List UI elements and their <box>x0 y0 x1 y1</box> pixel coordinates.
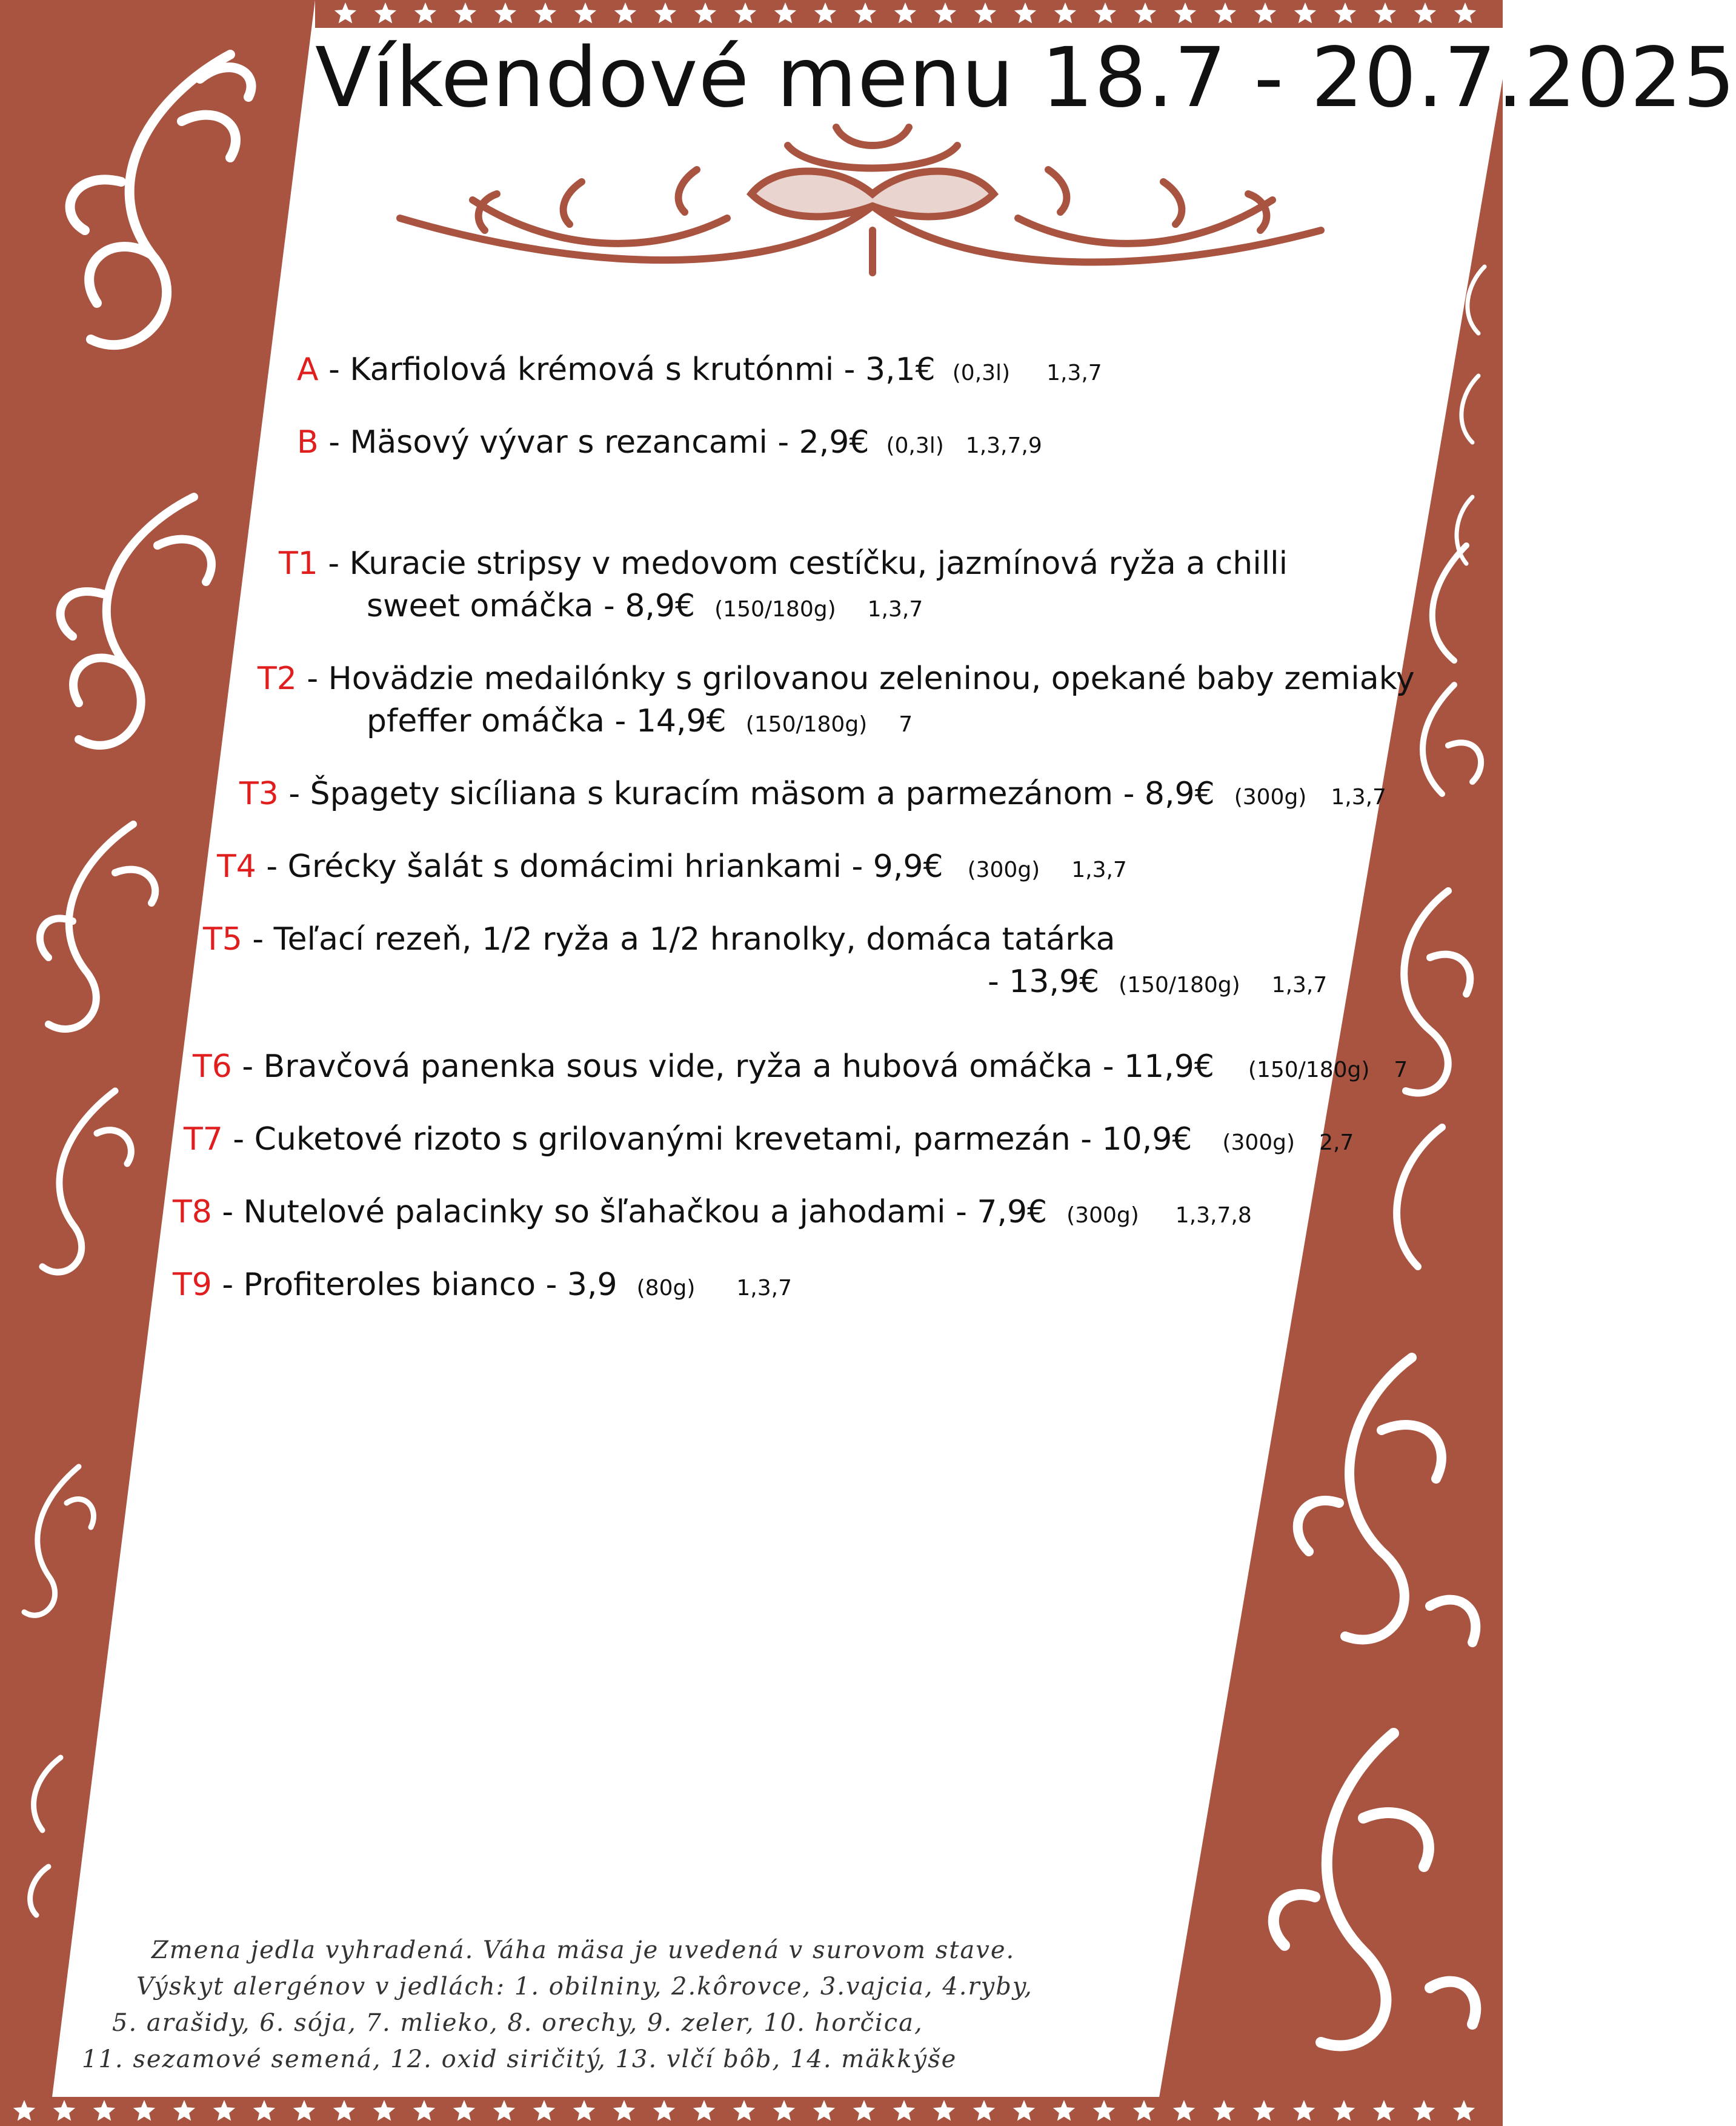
main-item-t1-line2 <box>367 588 923 624</box>
item-portion: (300g) <box>1222 1130 1295 1155</box>
item-allergens: 1,3,7 <box>867 597 923 622</box>
item-text: - Špagety sicíliana s kuracím mäsom a parmezánom - 8,9€ <box>278 776 1215 812</box>
item-portion: (0,3l) <box>952 361 1011 385</box>
item-text: - Nutelové palacinky so šľahačkou a jahodami - 7,9€ <box>211 1194 1048 1230</box>
main-item-t8 <box>173 1194 1252 1230</box>
main-item-t1 <box>279 545 1288 582</box>
item-code: B <box>297 424 319 461</box>
main-item-t6 <box>193 1048 1408 1085</box>
item-text: - Bravčová panenka sous vide, ryža a hubová omáčka - 11,9€ <box>231 1048 1214 1085</box>
main-item-t4 <box>217 848 1127 885</box>
soup-item-b <box>297 424 1042 461</box>
item-text-2: - 13,9€ <box>988 964 1100 1000</box>
item-code: T9 <box>173 1267 212 1303</box>
item-code: T6 <box>193 1048 232 1085</box>
item-text: - Karfiolová krémová s krutónmi - 3,1€ <box>318 352 936 388</box>
item-code: T2 <box>258 661 297 697</box>
title-flourish <box>400 127 1321 273</box>
item-allergens: 1,3,7,8 <box>1175 1203 1252 1228</box>
item-code: A <box>297 352 319 388</box>
item-code: T8 <box>173 1194 212 1230</box>
item-allergens: 2,7 <box>1319 1130 1354 1155</box>
item-text: - Kuracie stripsy v medovom cestíčku, jazmínová ryža a chilli <box>318 545 1288 582</box>
item-portion: (150/180g) <box>745 712 868 737</box>
item-portion: (150/180g) <box>714 597 836 622</box>
item-text: - Cuketové rizoto s grilovanými krevetami, parmezán - 10,9€ <box>222 1121 1192 1158</box>
item-text: - Teľací rezeň, 1/2 ryža a 1/2 hranolky, domáca tatárka <box>242 921 1116 958</box>
item-code: T7 <box>184 1121 223 1158</box>
item-portion: (150/180g) <box>1119 973 1240 998</box>
item-text-2: sweet omáčka - 8,9€ <box>367 588 696 624</box>
item-code: T3 <box>239 776 279 812</box>
item-allergens: 1,3,7 <box>1271 973 1328 998</box>
item-allergens: 7 <box>899 712 913 737</box>
footer-line-3: 5. arašidy, 6. sója, 7. mlieko, 8. orechy, 9. zeler, 10. horčica, <box>112 2009 923 2037</box>
item-portion: (300g) <box>967 858 1040 882</box>
menu-title: Víkendové menu 18.7 - 20.7.2025 <box>315 30 1736 126</box>
main-item-t9 <box>173 1267 792 1303</box>
main-item-t2-line2 <box>367 703 913 739</box>
item-text: - Profiteroles bianco - 3,9 <box>211 1267 617 1303</box>
item-text-2: pfeffer omáčka - 14,9€ <box>367 703 727 739</box>
item-code: T1 <box>279 545 318 582</box>
item-allergens: 1,3,7 <box>1331 785 1386 810</box>
item-portion: (80g) <box>636 1276 696 1301</box>
item-text: - Grécky šalát s domácimi hriankami - 9,9€ <box>256 848 943 885</box>
item-allergens: 7 <box>1394 1058 1408 1082</box>
main-item-t2 <box>258 661 1415 697</box>
main-item-t7 <box>184 1121 1354 1158</box>
item-allergens: 1,3,7 <box>1071 858 1127 882</box>
main-item-t5 <box>203 921 1116 958</box>
item-code: T5 <box>203 921 242 958</box>
item-portion: (300g) <box>1066 1203 1139 1228</box>
item-allergens: 1,3,7 <box>736 1276 792 1301</box>
main-item-t5-line2 <box>988 964 1327 1000</box>
item-portion: (0,3l) <box>886 433 944 458</box>
main-item-t3 <box>239 776 1386 812</box>
item-portion: (300g) <box>1234 785 1307 810</box>
footer-line-2: Výskyt alergénov v jedlách: 1. obilniny, 2.kôrovce, 3.vajcia, 4.ryby, <box>136 1973 1033 2001</box>
item-portion: (150/180g) <box>1248 1058 1370 1082</box>
footer-line-4: 11. sezamové semená, 12. oxid siričitý, 13. vlčí bôb, 14. mäkkýše <box>82 2045 957 2073</box>
item-text: - Hovädzie medailónky s grilovanou zeleninou, opekané baby zemiaky <box>296 661 1415 697</box>
item-text: - Mäsový vývar s rezancami - 2,9€ <box>318 424 870 461</box>
item-allergens: 1,3,7,9 <box>965 433 1042 458</box>
soup-item-a <box>297 352 1102 388</box>
footer-line-1: Zmena jedla vyhradená. Váha mäsa je uvedená v surovom stave. <box>151 1936 1016 1964</box>
item-allergens: 1,3,7 <box>1046 361 1102 385</box>
item-code: T4 <box>217 848 256 885</box>
